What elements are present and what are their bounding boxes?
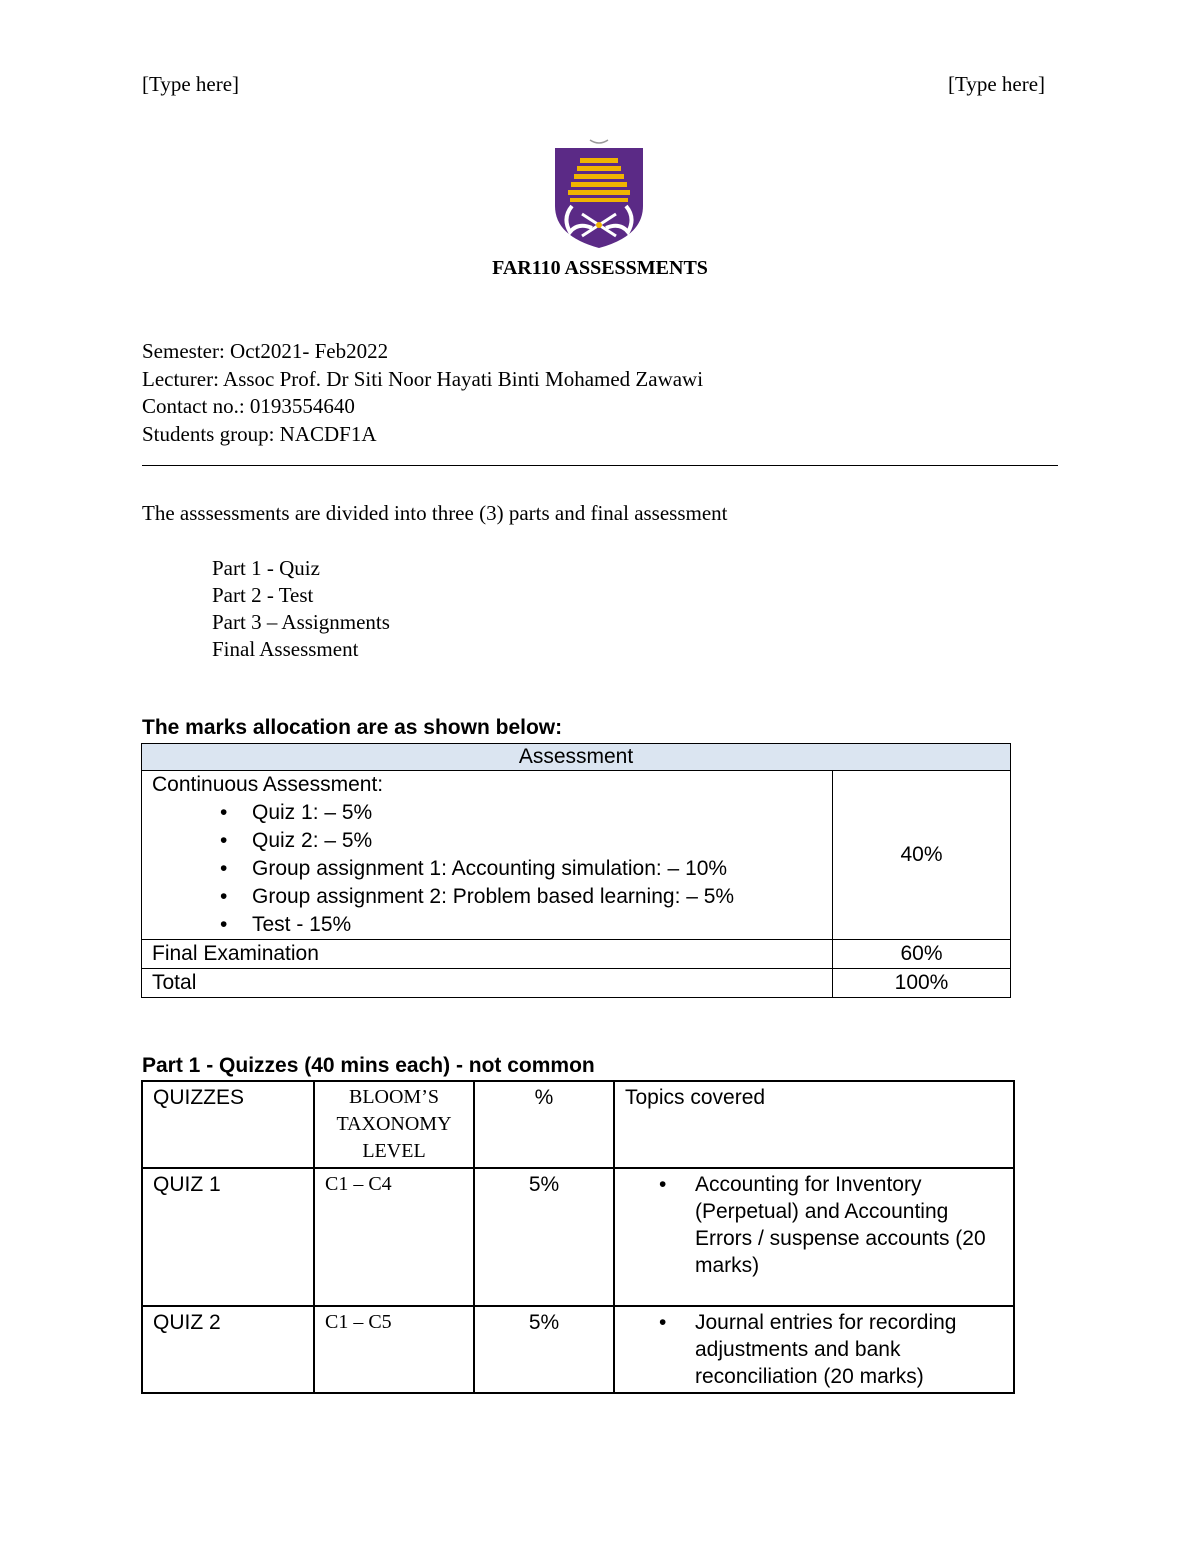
quizzes-heading: Part 1 - Quizzes (40 mins each) - not common	[142, 1054, 595, 1077]
quiz-pct: 5%	[474, 1306, 614, 1393]
continuous-pct: 40%	[833, 771, 1011, 940]
col-header-quizzes: QUIZZES	[142, 1081, 314, 1168]
header-right: [Type here]	[948, 72, 1046, 96]
lecturer: Lecturer: Assoc Prof. Dr Siti Noor Hayati Binti Mohamed Zawawi	[142, 366, 704, 391]
continuous-label: Continuous Assessment:	[152, 773, 384, 796]
page-title: FAR110 ASSESSMENTS	[492, 257, 708, 279]
table-row	[142, 1306, 1014, 1393]
topic-item: • Journal entries for recording adjustments and bank reconciliation (20 marks)	[695, 1309, 1003, 1390]
bloom-level: C1 – C4	[314, 1168, 474, 1306]
bloom-level: C1 – C5	[314, 1306, 474, 1393]
list-item: • Group assignment 1: Accounting simulation: – 10%	[252, 855, 822, 883]
marks-table-header: Assessment	[142, 744, 1011, 771]
total-label: Total	[142, 969, 833, 998]
list-item: • Test - 15%	[252, 911, 822, 939]
parts-list	[212, 555, 390, 663]
divider	[142, 465, 1058, 466]
university-logo	[552, 136, 646, 250]
col-header-pct: %	[474, 1081, 614, 1168]
students-group: Students group: NACDF1A	[142, 421, 377, 446]
marks-table	[141, 743, 1011, 998]
part-item: Part 3 – Assignments	[212, 610, 390, 634]
quiz-name: QUIZ 2	[142, 1306, 314, 1393]
part-item: Part 1 - Quiz	[212, 556, 320, 580]
intro-text: The asssessments are divided into three (3) parts and final assessment	[142, 501, 728, 525]
marks-heading: The marks allocation are as shown below:	[142, 716, 563, 739]
list-item: • Quiz 1: – 5%	[252, 799, 822, 827]
final-label: Final Examination	[142, 940, 833, 969]
topics-cell	[614, 1306, 1014, 1393]
continuous-items	[152, 799, 822, 939]
header-left: [Type here]	[142, 72, 240, 96]
col-header-bloom: BLOOM’S TAXONOMY LEVEL	[314, 1081, 474, 1168]
total-pct: 100%	[833, 969, 1011, 998]
course-info	[142, 338, 703, 448]
list-item: • Group assignment 2: Problem based learning: – 5%	[252, 883, 822, 911]
semester: Semester: Oct2021- Feb2022	[142, 339, 389, 363]
topic-item: • Accounting for Inventory (Perpetual) and Accounting Errors / suspense accounts (20 marks)	[695, 1171, 1003, 1279]
continuous-assessment-cell	[142, 771, 833, 940]
part-item: Final Assessment	[212, 637, 359, 661]
part-item: Part 2 - Test	[212, 583, 314, 607]
list-item: • Quiz 2: – 5%	[252, 827, 822, 855]
quiz-name: QUIZ 1	[142, 1168, 314, 1306]
quizzes-table	[141, 1080, 1015, 1394]
table-row	[142, 1168, 1014, 1306]
final-pct: 60%	[833, 940, 1011, 969]
topics-cell	[614, 1168, 1014, 1306]
col-header-topics: Topics covered	[614, 1081, 1014, 1168]
quiz-pct: 5%	[474, 1168, 614, 1306]
contact: Contact no.: 0193554640	[142, 394, 355, 418]
